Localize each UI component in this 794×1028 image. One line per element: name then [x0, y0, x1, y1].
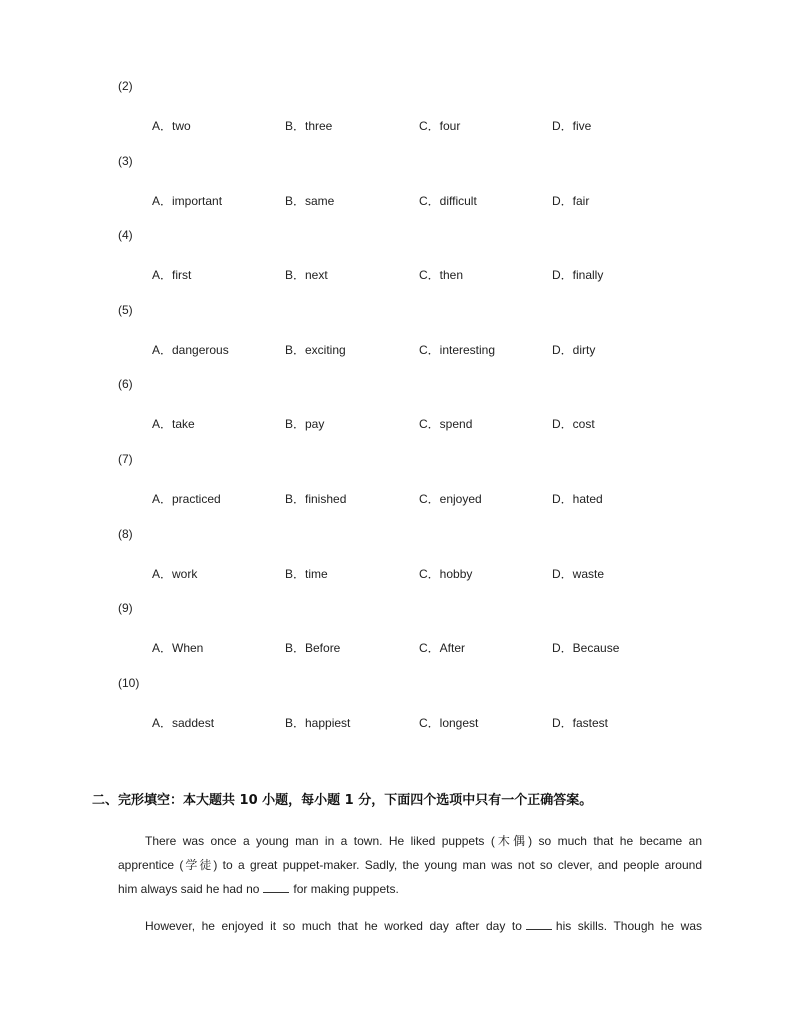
question-number: (7) — [118, 452, 133, 466]
answer-option[interactable]: D．Because — [552, 641, 620, 656]
question-number: (9) — [118, 601, 133, 616]
answer-option[interactable]: D．waste — [552, 566, 605, 581]
answer-option[interactable]: B．Before — [285, 641, 341, 656]
answer-option[interactable]: C．then — [419, 268, 464, 283]
answer-option[interactable]: A．practiced — [152, 492, 221, 506]
question-number: (3) — [118, 153, 133, 168]
answer-option[interactable]: C．enjoyed — [419, 492, 482, 506]
answer-option[interactable]: B．time — [285, 566, 328, 581]
answer-option[interactable]: D．finally — [552, 268, 604, 283]
question-number: (8) — [118, 526, 133, 541]
answer-option[interactable]: C．difficult — [419, 193, 477, 208]
answer-option[interactable]: B．finished — [285, 492, 347, 506]
question-number: (10) — [118, 675, 140, 690]
answer-option[interactable]: B．pay — [285, 417, 325, 432]
answer-option[interactable]: D．hated — [552, 492, 603, 506]
answer-option[interactable]: A．dangerous — [152, 342, 229, 357]
answer-option[interactable]: B．same — [285, 193, 335, 208]
question-number: (4) — [118, 228, 133, 243]
passage-text: his skills. Though he was — [555, 919, 702, 933]
passage-line — [118, 877, 702, 902]
answer-option[interactable]: A．two — [152, 119, 191, 133]
answer-option[interactable]: B．exciting — [285, 342, 346, 357]
question-number: (5) — [118, 302, 133, 317]
answer-option[interactable]: D．five — [552, 119, 592, 133]
passage-text: him always said he had no — [118, 882, 260, 896]
answer-option[interactable]: C．interesting — [419, 342, 496, 357]
answer-option[interactable]: D．fair — [552, 193, 590, 208]
answer-option[interactable]: C．After — [419, 641, 466, 656]
answer-blank[interactable] — [526, 919, 552, 930]
answer-option[interactable]: A．first — [152, 268, 192, 283]
answer-option[interactable]: C．hobby — [419, 566, 473, 581]
answer-option[interactable]: D．cost — [552, 417, 595, 432]
passage-line — [145, 914, 702, 939]
question-number: (2) — [118, 79, 133, 93]
section-title: 二、完形填空：本大题共 10 小题，每小题 1 分，下面四个选项中只有一个正确答案。 — [92, 793, 593, 808]
passage-text: There was once a young man in a town. He liked puppets (木偶) so much that he became an — [145, 834, 702, 848]
answer-option[interactable]: A．take — [152, 417, 195, 432]
passage-line — [145, 829, 702, 854]
answer-option[interactable]: A．important — [152, 193, 223, 208]
answer-blank[interactable] — [263, 882, 289, 893]
answer-option[interactable]: C．longest — [419, 715, 479, 730]
answer-option[interactable]: D．fastest — [552, 715, 609, 730]
passage-text: However, he enjoyed it so much that he worked day after day to — [145, 919, 522, 933]
answer-option[interactable]: A．saddest — [152, 715, 215, 730]
answer-option[interactable]: B．next — [285, 268, 328, 283]
question-number: (6) — [118, 377, 133, 392]
passage-text: for making puppets. — [293, 882, 399, 896]
passage-line — [118, 853, 702, 878]
answer-option[interactable]: A．When — [152, 641, 204, 656]
answer-option[interactable]: C．four — [419, 119, 461, 133]
passage-text: apprentice (学徒) to a great puppet-maker. Sadly, the young man was not so clever, and people around — [118, 858, 702, 872]
answer-option[interactable]: A．work — [152, 566, 198, 581]
answer-option[interactable]: D．dirty — [552, 342, 596, 357]
answer-option[interactable]: B．three — [285, 119, 333, 133]
answer-option[interactable]: B．happiest — [285, 715, 351, 730]
answer-option[interactable]: C．spend — [419, 417, 473, 432]
